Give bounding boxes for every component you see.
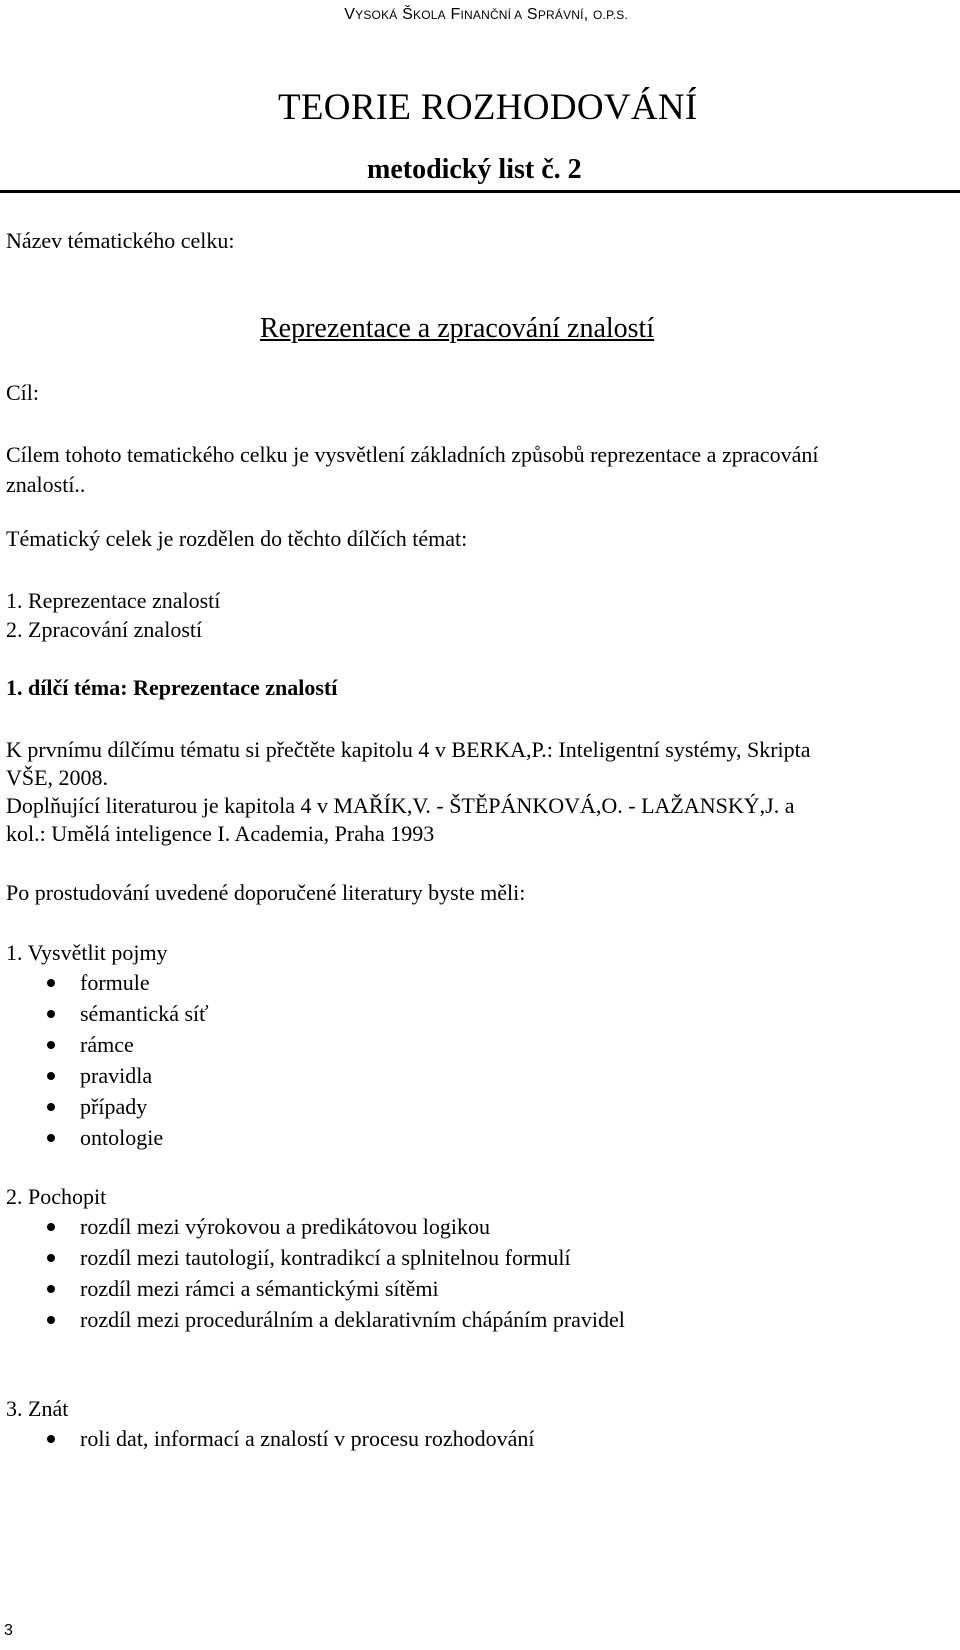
reading-line2: VŠE, 2008. [6, 765, 109, 790]
school-header-segment: O.P.S. [593, 8, 628, 22]
bullet-text: rozdíl mezi procedurálním a deklarativním chápáním pravidel [80, 1307, 625, 1332]
bullet-icon [47, 1103, 55, 1111]
school-header-segment: PRÁVNÍ [537, 8, 584, 22]
bullet-text: ontologie [80, 1125, 164, 1150]
bullet-icon [47, 1316, 55, 1324]
school-header-segment: F [445, 6, 461, 23]
subtopic-1: 1. Reprezentace znalostí [6, 588, 221, 613]
school-header [344, 6, 628, 24]
supplement-line1: Doplňující literaturou je kapitola 4 v MAŘÍK,V. - ŠTĚPÁNKOVÁ,O. - LAŽANSKÝ,J. a [6, 793, 795, 818]
school-header-segment: Š [397, 6, 414, 23]
school-header-segment: INANČNÍ A [460, 8, 523, 22]
bullet-icon [47, 1072, 55, 1080]
school-header-segment: KOLA [413, 8, 446, 22]
bullet-icon [47, 1010, 55, 1018]
school-header-segment: , [583, 6, 593, 23]
bullet-text: rámce [80, 1032, 134, 1057]
document-title: TEORIE ROZHODOVÁNÍ [278, 87, 698, 128]
goal-group-heading: 1. Vysvětlit pojmy [6, 940, 168, 965]
topic-name-label: Název tématického celku: [6, 228, 235, 253]
division-intro: Tématický celek je rozdělen do těchto dílčích témat: [6, 526, 468, 551]
bullet-icon [47, 979, 55, 987]
document-subtitle: metodický list č. 2 [367, 154, 582, 185]
goal-text-line2: znalostí.. [6, 472, 86, 497]
bullet-text: formule [80, 970, 150, 995]
bullet-icon [47, 1435, 55, 1443]
bullet-icon [47, 1254, 55, 1262]
page-number: 3 [4, 1622, 13, 1639]
bullet-text: pravidla [80, 1063, 153, 1088]
after-study-text: Po prostudování uvedené doporučené literatury byste měli: [6, 880, 526, 905]
topic-title: Reprezentace a zpracování znalostí [260, 313, 655, 344]
school-header-segment: S [522, 6, 538, 23]
school-header-segment: V [344, 6, 356, 23]
goal-group-heading: 2. Pochopit [6, 1184, 107, 1209]
bullet-icon [47, 1134, 55, 1142]
bullet-icon [47, 1223, 55, 1231]
header-divider [0, 190, 960, 193]
bullet-text: roli dat, informací a znalostí v procesu rozhodování [80, 1426, 535, 1451]
bullet-icon [47, 1041, 55, 1049]
school-header-segment: YSOKÁ [355, 8, 398, 22]
reading-line1: K prvnímu dílčímu tématu si přečtěte kapitolu 4 v BERKA,P.: Inteligentní systémy, Skripta [6, 737, 811, 762]
bullet-text: rozdíl mezi rámci a sémantickými sítěmi [80, 1276, 439, 1301]
goal-label: Cíl: [6, 380, 40, 405]
bullet-icon [47, 1285, 55, 1293]
goal-text-line1: Cílem tohoto tematického celku je vysvětlení základních způsobů reprezentace a zpracování [6, 442, 819, 467]
bullet-text: rozdíl mezi výrokovou a predikátovou logikou [80, 1214, 490, 1239]
supplement-line2: kol.: Umělá inteligence I. Academia, Praha 1993 [6, 821, 435, 846]
subtopic-2: 2. Zpracování znalostí [6, 617, 203, 642]
bullet-text: případy [80, 1094, 148, 1119]
bullet-text: sémantická síť [80, 1001, 209, 1026]
goal-group-heading: 3. Znát [6, 1396, 69, 1421]
bullet-text: rozdíl mezi tautologií, kontradikcí a splnitelnou formulí [80, 1245, 571, 1270]
section1-heading: 1. dílčí téma: Reprezentace znalostí [6, 675, 338, 700]
